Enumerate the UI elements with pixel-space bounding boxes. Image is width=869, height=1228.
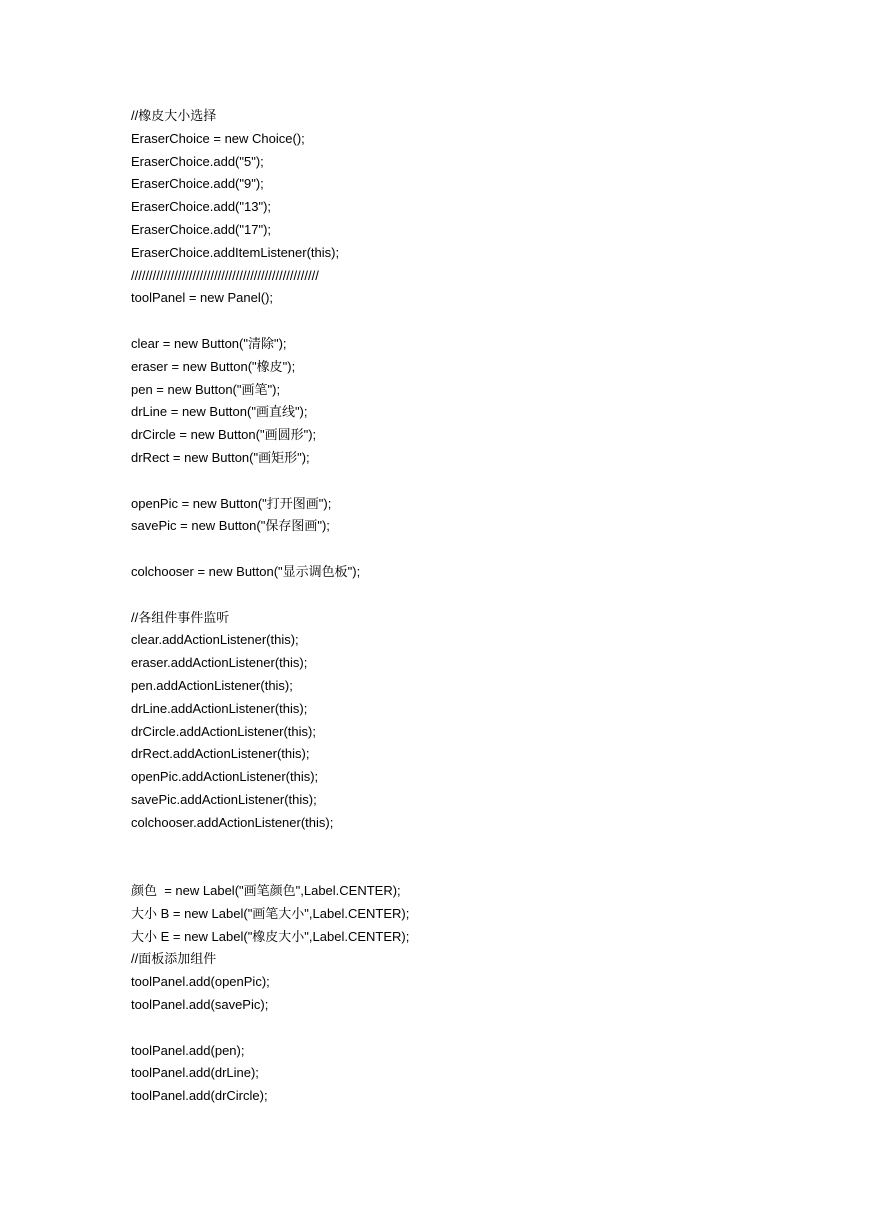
code-line: toolPanel.add(savePic); [131, 997, 269, 1013]
code-line [131, 538, 831, 561]
code-line [131, 857, 831, 880]
code-line: EraserChoice.add("17"); [131, 221, 272, 237]
code-line: openPic.addActionListener(this); [131, 769, 319, 785]
code-line: colchooser.addActionListener(this); [131, 814, 334, 830]
code-line: 大小 B = new Label("画笔大小",Label.CENTER); [131, 905, 410, 921]
code-line: 颜色 = new Label("画笔颜色",Label.CENTER); [131, 883, 401, 899]
code-line: //////////////////////////////////////////////////// [131, 267, 319, 283]
code-line: pen.addActionListener(this); [131, 677, 293, 693]
code-listing [131, 105, 831, 1108]
code-line [131, 584, 831, 607]
code-line [131, 835, 831, 858]
code-line: EraserChoice.add("13"); [131, 199, 272, 215]
code-line: //各组件事件监听 [131, 609, 230, 625]
code-line: eraser.addActionListener(this); [131, 655, 308, 671]
code-line: toolPanel = new Panel(); [131, 290, 274, 306]
code-line: clear = new Button("清除"); [131, 335, 287, 351]
code-line: //橡皮大小选择 [131, 108, 217, 123]
code-line: savePic.addActionListener(this); [131, 791, 317, 807]
code-line: drCircle.addActionListener(this); [131, 723, 316, 739]
code-line: toolPanel.add(pen); [131, 1042, 245, 1058]
code-line: eraser = new Button("橡皮"); [131, 358, 296, 374]
code-line [131, 310, 831, 333]
code-line: toolPanel.add(openPic); [131, 974, 270, 990]
code-line: 大小 E = new Label("橡皮大小",Label.CENTER); [131, 928, 410, 944]
code-line: drRect = new Button("画矩形"); [131, 449, 310, 465]
code-line: drLine.addActionListener(this); [131, 700, 308, 716]
code-line: colchooser = new Button("显示调色板"); [131, 563, 361, 579]
code-line: savePic = new Button("保存图画"); [131, 518, 330, 534]
code-line: drCircle = new Button("画圆形"); [131, 427, 317, 443]
code-line: EraserChoice.addItemListener(this); [131, 244, 340, 260]
code-line: openPic = new Button("打开图画"); [131, 495, 332, 511]
code-line [131, 1017, 831, 1040]
code-line: toolPanel.add(drLine); [131, 1065, 259, 1081]
code-line: pen = new Button("画笔"); [131, 381, 281, 397]
code-line: clear.addActionListener(this); [131, 632, 299, 648]
code-line: //面板添加组件 [131, 951, 217, 967]
code-line: EraserChoice.add("5"); [131, 153, 264, 169]
code-line [131, 470, 831, 493]
code-line: EraserChoice = new Choice(); [131, 130, 305, 146]
code-line: EraserChoice.add("9"); [131, 176, 264, 192]
code-line: toolPanel.add(drCircle); [131, 1088, 268, 1104]
code-line: drLine = new Button("画直线"); [131, 404, 308, 420]
code-line: drRect.addActionListener(this); [131, 746, 310, 762]
